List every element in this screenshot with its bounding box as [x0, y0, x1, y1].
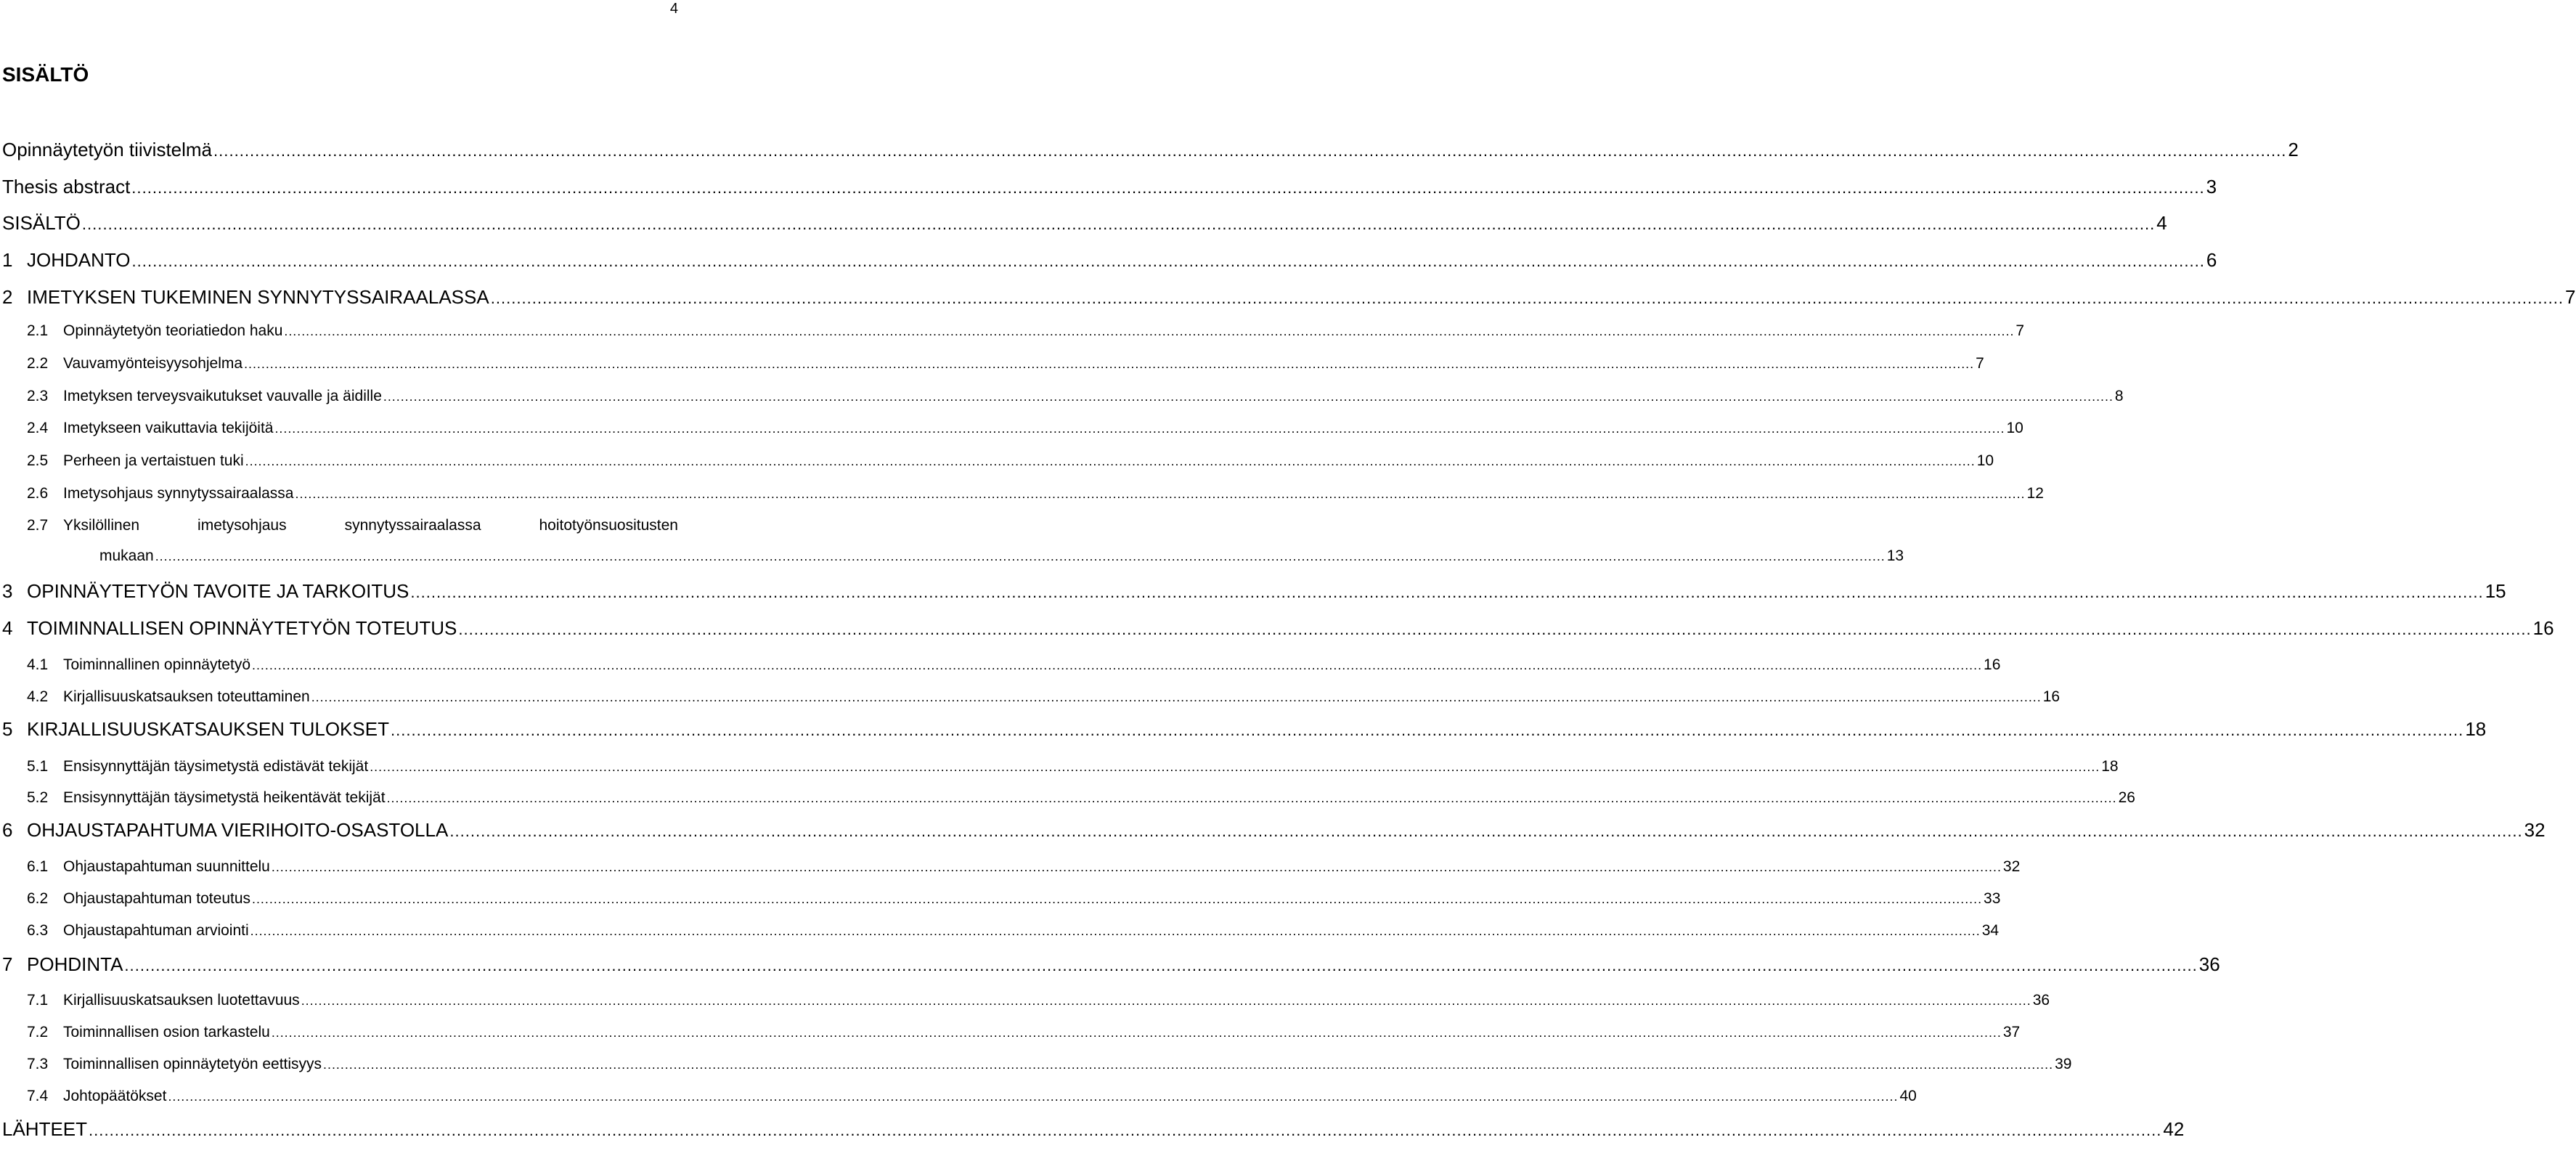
toc-entry-number: 6 — [2, 819, 13, 841]
toc-leader-dots: ................................................................................................................................................................................................................................................................................................................................................................................................................ — [131, 252, 2205, 270]
toc-entry[interactable] — [0, 683, 2061, 709]
toc-leader-dots: ................................................................................................................................................................................................................................................................................................................................................................................................................ — [301, 993, 2031, 1008]
toc-entry[interactable] — [0, 784, 2135, 810]
toc-leader-dots: ................................................................................................................................................................................................................................................................................................................................................................................................................ — [252, 892, 1983, 906]
toc-entry-page: 16 — [1984, 656, 2001, 673]
toc-entry[interactable] — [0, 952, 2220, 978]
toc-entry-number: 4.1 — [27, 656, 49, 673]
toc-entry[interactable] — [0, 987, 2050, 1013]
toc-entry-title: IMETYKSEN TUKEMINEN SYNNYTYSSAIRAALASSA — [27, 286, 489, 308]
toc-entry-page: 18 — [2101, 758, 2119, 775]
toc-entry-number: 5 — [2, 718, 13, 740]
toc-entry-page: 10 — [2006, 420, 2023, 436]
toc-entry[interactable] — [0, 818, 2546, 844]
toc-entry-page: 3 — [2206, 176, 2217, 197]
toc-entry-title: Yksilöllinen imetysohjaus synnytyssairaalassa hoitotyönsuositusten — [63, 517, 678, 534]
toc-entry-page: 32 — [2002, 858, 2021, 875]
toc-entry-number: 7.4 — [27, 1088, 49, 1104]
toc-leader-dots: ................................................................................................................................................................................................................................................................................................................................................................................................................ — [370, 759, 2100, 774]
toc-entry[interactable] — [0, 317, 2025, 343]
toc-leader-dots: ................................................................................................................................................................................................................................................................................................................................................................................................................ — [124, 956, 2198, 974]
toc-entry-title: Ohjaustapahtuman toteutus — [63, 890, 251, 907]
toc-entry-number: 2.3 — [27, 388, 49, 404]
toc-entry-page: 15 — [2485, 580, 2506, 602]
toc-entry-title: TOIMINNALLISEN OPINNÄYTETYÖN TOTEUTUS — [27, 617, 457, 639]
toc-entry-page: 39 — [2055, 1056, 2072, 1072]
toc-entry[interactable] — [0, 1051, 2072, 1077]
toc-entry[interactable] — [0, 415, 2023, 441]
toc-leader-dots: ................................................................................................................................................................................................................................................................................................................................................................................................................ — [81, 215, 2156, 233]
toc-leader-dots: ................................................................................................................................................................................................................................................................................................................................................................................................................ — [271, 860, 2002, 874]
toc-entry[interactable] — [0, 753, 2119, 779]
toc-leader-dots: ................................................................................................................................................................................................................................................................................................................................................................................................................ — [274, 421, 2005, 436]
toc-entry-page: 4 — [2156, 212, 2167, 234]
toc-entry-page: 12 — [2026, 485, 2044, 502]
toc-entry-title: Toiminnallinen opinnäytetyö — [63, 656, 250, 673]
toc-entry-page: 2 — [2288, 139, 2299, 160]
toc-entry-title: Ohjaustapahtuman arviointi — [63, 922, 249, 939]
toc-entry-number: 7.1 — [27, 992, 49, 1009]
toc-entry-number: 7 — [2, 953, 13, 975]
toc-leader-dots: ................................................................................................................................................................................................................................................................................................................................................................................................................ — [213, 142, 2287, 160]
toc-entry-title: OPINNÄYTETYÖN TAVOITE JA TARKOITUS — [27, 580, 409, 602]
toc-entry-title: KIRJALLISUUSKATSAUKSEN TULOKSET — [27, 718, 389, 740]
toc-entry[interactable] — [0, 174, 2217, 200]
toc-entry-title: Kirjallisuuskatsauksen luotettavuus — [63, 992, 300, 1009]
toc-entry-number: 2 — [2, 286, 13, 308]
toc-leader-dots: ................................................................................................................................................................................................................................................................................................................................................................................................................ — [386, 791, 2117, 805]
toc-leader-dots: ................................................................................................................................................................................................................................................................................................................................................................................................................ — [245, 454, 1976, 468]
toc-entry-page: 40 — [1899, 1088, 1917, 1104]
toc-entry-number: 4.2 — [27, 688, 49, 705]
page-title: SISÄLTÖ — [2, 63, 89, 86]
toc-entry-page: 36 — [2198, 953, 2220, 975]
toc-entry-number: 5.2 — [27, 789, 49, 806]
toc-entry[interactable] — [0, 211, 2167, 237]
toc-entry-number: 3 — [2, 580, 13, 602]
toc-entry-title: Perheen ja vertaistuen tuki — [63, 452, 244, 469]
toc-entry-title: Thesis abstract — [2, 176, 131, 197]
toc-leader-dots: ................................................................................................................................................................................................................................................................................................................................................................................................................ — [284, 324, 2015, 338]
toc-leader-dots: ................................................................................................................................................................................................................................................................................................................................................................................................................ — [490, 289, 2564, 307]
toc-entry-page: 10 — [1976, 452, 1994, 469]
toc-entry-page: 16 — [2532, 617, 2554, 639]
toc-entry[interactable] — [0, 350, 1984, 376]
toc-entry-page: 7 — [1976, 355, 1984, 372]
toc-entry-title: Opinnäytetyön teoriatiedon haku — [63, 322, 283, 339]
toc-entry-page: 7 — [2015, 322, 2025, 339]
toc-entry[interactable] — [0, 885, 2001, 911]
toc-leader-dots: ................................................................................................................................................................................................................................................................................................................................................................................................................ — [449, 822, 2523, 840]
toc-entry[interactable] — [0, 1117, 2185, 1143]
toc-entry[interactable] — [0, 447, 1994, 473]
toc-entry-number: 7.2 — [27, 1024, 49, 1040]
toc-entry-title: Ensisynnyttäjän täysimetystä edistävät tekijät — [63, 758, 369, 775]
toc-entry-number: 2.7 — [27, 517, 49, 534]
toc-entry[interactable] — [0, 717, 2487, 743]
toc-entry[interactable] — [0, 512, 1904, 570]
toc-entry[interactable] — [0, 383, 2124, 409]
toc-entry-page: 33 — [1984, 890, 2001, 907]
toc-entry-page: 37 — [2002, 1024, 2021, 1040]
toc-entry-page: 8 — [2114, 388, 2124, 404]
toc-entry-number: 5.1 — [27, 758, 49, 775]
toc-entry-number: 1 — [2, 249, 13, 271]
toc-entry-number: 2.2 — [27, 355, 49, 372]
toc-entry-page: 32 — [2524, 819, 2546, 841]
toc-entry[interactable] — [0, 651, 2001, 677]
page-number: 4 — [669, 1, 678, 17]
toc-entry-title: Kirjallisuuskatsauksen toteuttaminen — [63, 688, 310, 705]
toc-entry[interactable] — [0, 579, 2506, 605]
toc-entry-number: 7.3 — [27, 1056, 49, 1072]
toc-entry[interactable] — [0, 480, 2044, 506]
toc-entry-title: Imetykseen vaikuttavia tekijöitä — [63, 420, 274, 436]
toc-entry-title: SISÄLTÖ — [2, 212, 81, 234]
toc-leader-dots: ................................................................................................................................................................................................................................................................................................................................................................................................................ — [250, 924, 1981, 938]
toc-entry-page: 6 — [2206, 249, 2217, 271]
toc-entry-number: 6.1 — [27, 858, 49, 875]
toc-entry-page: 36 — [2032, 992, 2050, 1009]
toc-entry-number: 2.1 — [27, 322, 49, 339]
toc-entry-page: 34 — [1981, 922, 2000, 939]
toc-leader-dots: ................................................................................................................................................................................................................................................................................................................................................................................................................ — [410, 583, 2484, 601]
toc-entry-title: Ensisynnyttäjän täysimetystä heikentävät tekijät — [63, 789, 386, 806]
toc-entry[interactable] — [0, 285, 2576, 311]
toc-entry-page: 26 — [2118, 789, 2135, 806]
toc-entry-page: 18 — [2465, 718, 2487, 740]
toc-leader-dots: ................................................................................................................................................................................................................................................................................................................................................................................................................ — [168, 1089, 1899, 1104]
toc-entry-number: 2.5 — [27, 452, 49, 469]
toc-leader-dots: ................................................................................................................................................................................................................................................................................................................................................................................................................ — [155, 549, 1886, 563]
toc-entry-number: 2.6 — [27, 485, 49, 502]
toc-entry-title: JOHDANTO — [27, 249, 131, 271]
toc-leader-dots: ................................................................................................................................................................................................................................................................................................................................................................................................................ — [252, 658, 1983, 672]
toc-entry-title: mukaan — [99, 547, 154, 564]
toc-entry[interactable] — [0, 137, 2299, 163]
toc-entry-number: 6.3 — [27, 922, 49, 939]
toc-entry-title: LÄHTEET — [2, 1118, 88, 1140]
toc-entry[interactable] — [0, 853, 2021, 879]
toc-leader-dots: ................................................................................................................................................................................................................................................................................................................................................................................................................ — [89, 1121, 2162, 1139]
toc-entry[interactable] — [0, 1083, 1917, 1109]
toc-entry[interactable] — [0, 917, 2000, 943]
toc-entry-title: POHDINTA — [27, 953, 123, 975]
toc-leader-dots: ................................................................................................................................................................................................................................................................................................................................................................................................................ — [323, 1057, 2054, 1072]
toc-entry-title: Toiminnallisen opinnäytetyön eettisyys — [63, 1056, 322, 1072]
toc-entry-number: 4 — [2, 617, 13, 639]
toc-entry-number: 6.2 — [27, 890, 49, 907]
toc-entry-title: Vauvamyönteisyysohjelma — [63, 355, 243, 372]
toc-leader-dots: ................................................................................................................................................................................................................................................................................................................................................................................................................ — [295, 486, 2026, 501]
toc-leader-dots: ................................................................................................................................................................................................................................................................................................................................................................................................................ — [311, 690, 2042, 704]
toc-entry-title: Opinnäytetyön tiivistelmä — [2, 139, 213, 160]
toc-leader-dots: ................................................................................................................................................................................................................................................................................................................................................................................................................ — [271, 1025, 2002, 1040]
toc-leader-dots: ................................................................................................................................................................................................................................................................................................................................................................................................................ — [244, 357, 1975, 371]
toc-entry[interactable] — [0, 248, 2217, 274]
toc-entry-title: Johtopäätökset — [63, 1088, 167, 1104]
toc-entry-number: 2.4 — [27, 420, 49, 436]
toc-leader-dots: ................................................................................................................................................................................................................................................................................................................................................................................................................ — [131, 179, 2205, 197]
toc-entry[interactable] — [0, 616, 2554, 642]
toc-entry[interactable] — [0, 1019, 2021, 1045]
toc-entry-page: 16 — [2042, 688, 2061, 705]
toc-entry-title: Ohjaustapahtuman suunnittelu — [63, 858, 270, 875]
toc-entry-title: Imetysohjaus synnytyssairaalassa — [63, 485, 294, 502]
toc-entry-page: 7 — [2565, 286, 2576, 308]
toc-entry-title: OHJAUSTAPAHTUMA VIERIHOITO-OSASTOLLA — [27, 819, 449, 841]
toc-entry-title: Imetyksen terveysvaikutukset vauvalle ja äidille — [63, 388, 382, 404]
toc-leader-dots: ................................................................................................................................................................................................................................................................................................................................................................................................................ — [458, 620, 2532, 638]
toc-entry-title: Toiminnallisen osion tarkastelu — [63, 1024, 270, 1040]
toc-leader-dots: ................................................................................................................................................................................................................................................................................................................................................................................................................ — [383, 389, 2114, 404]
toc-entry-page: 13 — [1886, 547, 1904, 564]
toc-entry-page: 42 — [2163, 1118, 2185, 1140]
toc-leader-dots: ................................................................................................................................................................................................................................................................................................................................................................................................................ — [390, 721, 2464, 739]
